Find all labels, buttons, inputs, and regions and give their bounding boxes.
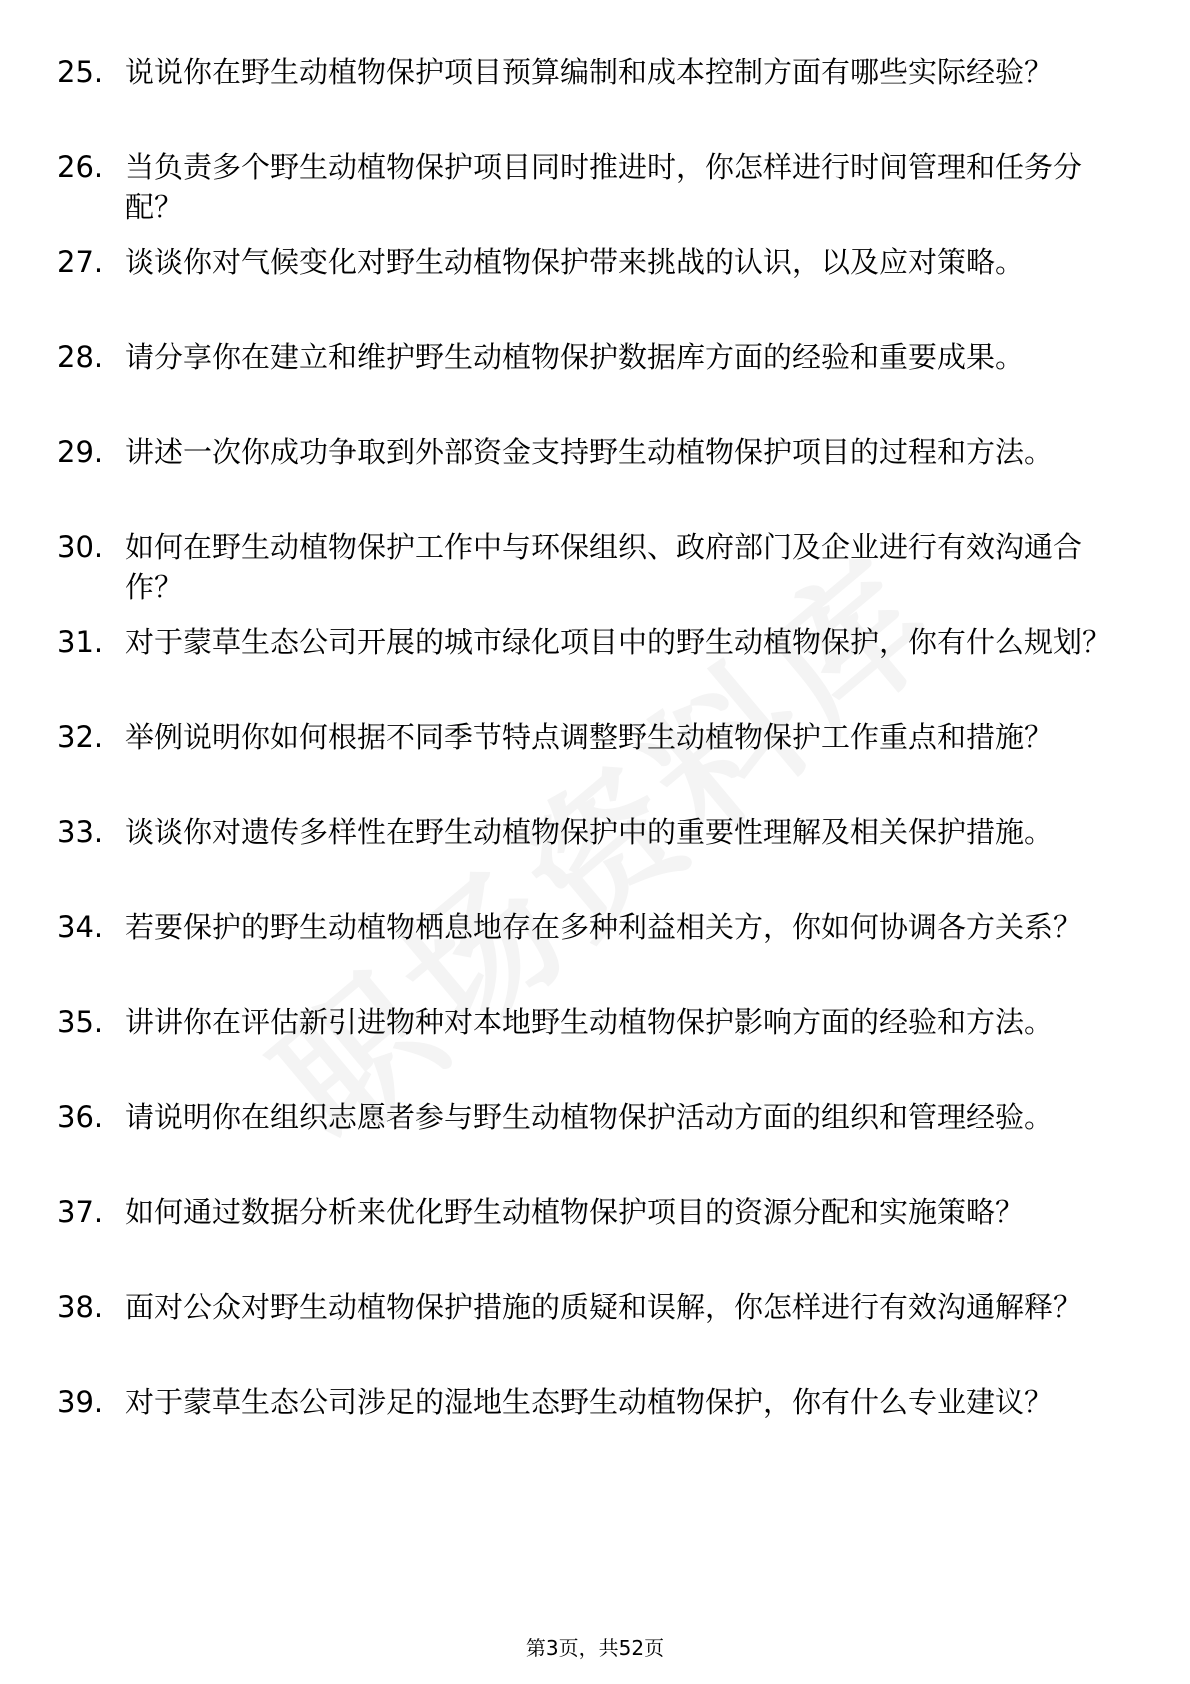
question-number: 39. — [57, 1385, 104, 1419]
question-number: 30. — [57, 530, 104, 564]
question-item — [0, 812, 1190, 912]
question-number: 32. — [57, 720, 104, 754]
question-text: 谈谈你对气候变化对野生动植物保护带来挑战的认识，以及应对策略。 — [125, 245, 1025, 279]
question-text: 讲讲你在评估新引进物种对本地野生动植物保护影响方面的经验和方法。 — [125, 1005, 1054, 1039]
question-item — [0, 337, 1190, 437]
question-item — [0, 432, 1190, 532]
question-text: 举例说明你如何根据不同季节特点调整野生动植物保护工作重点和措施？ — [125, 720, 1054, 754]
question-number: 31. — [57, 625, 104, 659]
question-text: 当负责多个野生动植物保护项目同时推进时，你怎样进行时间管理和任务分配？ — [125, 150, 1083, 224]
question-text: 请分享你在建立和维护野生动植物保护数据库方面的经验和重要成果。 — [125, 340, 1025, 374]
question-item — [0, 1097, 1190, 1197]
question-text: 对于蒙草生态公司涉足的湿地生态野生动植物保护，你有什么专业建议？ — [125, 1385, 1054, 1419]
question-item — [0, 622, 1190, 722]
question-item — [0, 242, 1190, 342]
question-number: 29. — [57, 435, 104, 469]
question-item — [0, 52, 1190, 152]
question-text: 若要保护的野生动植物栖息地存在多种利益相关方，你如何协调各方关系？ — [125, 910, 1083, 944]
question-number: 25. — [57, 55, 104, 89]
question-item — [0, 1382, 1190, 1482]
question-number: 36. — [57, 1100, 104, 1134]
question-text: 讲述一次你成功争取到外部资金支持野生动植物保护项目的过程和方法。 — [125, 435, 1054, 469]
question-item — [0, 907, 1190, 1007]
question-text: 如何通过数据分析来优化野生动植物保护项目的资源分配和实施策略？ — [125, 1195, 1025, 1229]
question-item — [0, 1192, 1190, 1292]
question-text: 请说明你在组织志愿者参与野生动植物保护活动方面的组织和管理经验。 — [125, 1100, 1054, 1134]
question-text: 面对公众对野生动植物保护措施的质疑和误解，你怎样进行有效沟通解释？ — [125, 1290, 1083, 1324]
question-number: 37. — [57, 1195, 104, 1229]
question-number: 33. — [57, 815, 104, 849]
question-text: 说说你在野生动植物保护项目预算编制和成本控制方面有哪些实际经验？ — [125, 55, 1054, 89]
question-number: 28. — [57, 340, 104, 374]
question-item — [0, 527, 1190, 627]
page-footer: 第3页，共52页 — [525, 1636, 665, 1660]
question-number: 34. — [57, 910, 104, 944]
question-number: 38. — [57, 1290, 104, 1324]
question-item — [0, 1002, 1190, 1102]
question-item — [0, 1287, 1190, 1387]
question-number: 26. — [57, 150, 104, 184]
question-item — [0, 717, 1190, 817]
question-text: 对于蒙草生态公司开展的城市绿化项目中的野生动植物保护，你有什么规划？ — [125, 625, 1112, 659]
question-number: 27. — [57, 245, 104, 279]
question-text: 如何在野生动植物保护工作中与环保组织、政府部门及企业进行有效沟通合作？ — [125, 530, 1083, 604]
question-item — [0, 147, 1190, 247]
question-number: 35. — [57, 1005, 104, 1039]
question-text: 谈谈你对遗传多样性在野生动植物保护中的重要性理解及相关保护措施。 — [125, 815, 1054, 849]
